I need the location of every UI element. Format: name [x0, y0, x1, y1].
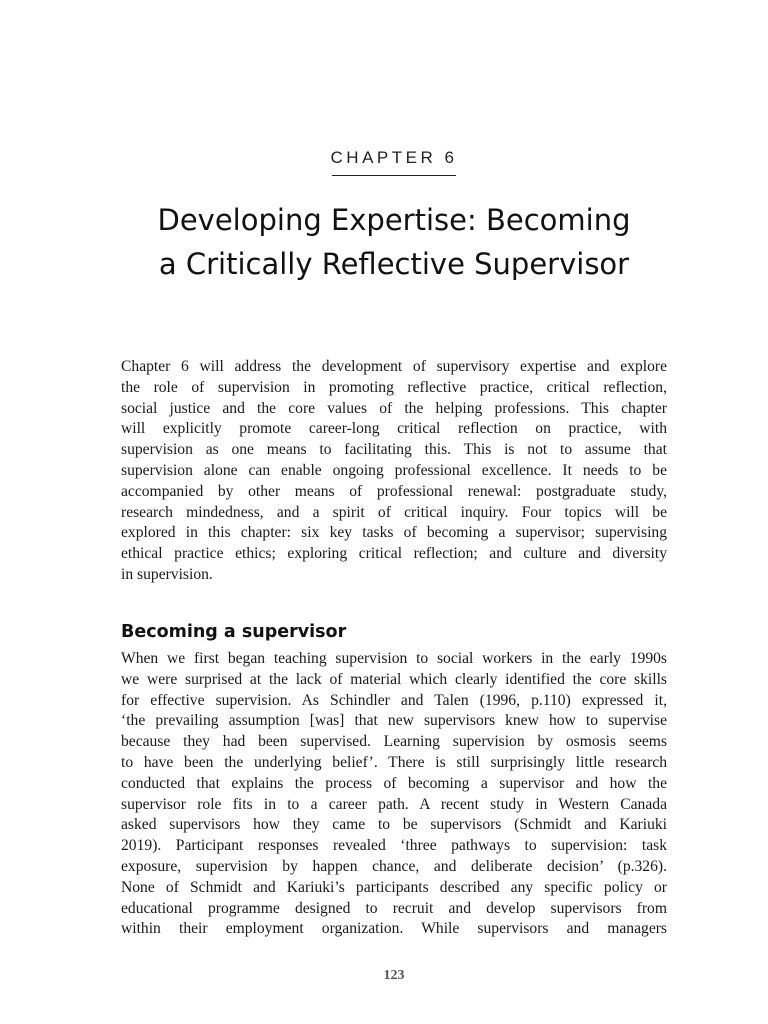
text-line: educational programme designed to recruit and develop supervisors from [121, 899, 667, 917]
chapter-label-underline [332, 175, 456, 176]
text-line: exposure, supervision by happen chance, and deliberate decision’ (p.326). [121, 857, 667, 875]
section-paragraph [121, 649, 667, 940]
text-line: supervision alone can enable ongoing professional excellence. It needs to be [121, 461, 667, 479]
text-line: supervision as one means to facilitating this. This is not to assume that [121, 441, 667, 459]
text-line: Chapter 6 will address the development of supervisory expertise and explore [121, 358, 667, 375]
text-line: When we first began teaching supervision to social workers in the early 1990s [121, 650, 667, 667]
text-line: in supervision. [121, 565, 213, 583]
text-line: the role of supervision in promoting reflective practice, critical reflection, [121, 378, 667, 396]
text-line: we were surprised at the lack of material which clearly identified the core skills [121, 670, 667, 688]
chapter-title [60, 198, 728, 286]
section-heading: Becoming a supervisor [121, 622, 347, 642]
intro-paragraph [121, 357, 667, 586]
chapter-title-line: Developing Expertise: Becoming [157, 203, 631, 237]
chapter-label: CHAPTER 6 [330, 148, 458, 167]
chapter-title-line: a Critically Reflective Supervisor [158, 247, 630, 281]
text-line: asked supervisors how they came to be supervisors (Schmidt and Kariuki [121, 816, 667, 834]
text-line: within their employment organization. While supervisors and managers [121, 920, 667, 938]
text-line: to have been the underlying belief’. There is still surprisingly little research [121, 753, 667, 771]
text-line: for effective supervision. As Schindler and Talen (1996, p.110) expressed it, [121, 691, 667, 709]
text-line: explored in this chapter: six key tasks of becoming a supervisor; supervising [121, 524, 667, 542]
text-line: None of Schmidt and Kariuki’s participants described any specific policy or [121, 878, 667, 896]
page-number: 123 [383, 968, 405, 983]
text-line: accompanied by other means of professional renewal: postgraduate study, [121, 482, 667, 500]
text-line: social justice and the core values of the helping professions. This chapter [121, 399, 667, 417]
text-line: research mindedness, and a spirit of critical inquiry. Four topics will be [121, 503, 667, 521]
text-line: because they had been supervised. Learning supervision by osmosis seems [121, 733, 667, 751]
text-line: will explicitly promote career-long critical reflection on practice, with [121, 420, 667, 438]
text-line: conducted that explains the process of becoming a supervisor and how the [121, 774, 667, 792]
text-line: supervisor role fits in to a career path. A recent study in Western Canada [121, 795, 667, 813]
text-line: ‘the prevailing assumption [was] that new supervisors knew how to supervise [121, 712, 667, 730]
text-line: 2019). Participant responses revealed ‘three pathways to supervision: task [121, 837, 667, 855]
text-line: ethical practice ethics; exploring critical reflection; and culture and diversity [121, 545, 667, 563]
